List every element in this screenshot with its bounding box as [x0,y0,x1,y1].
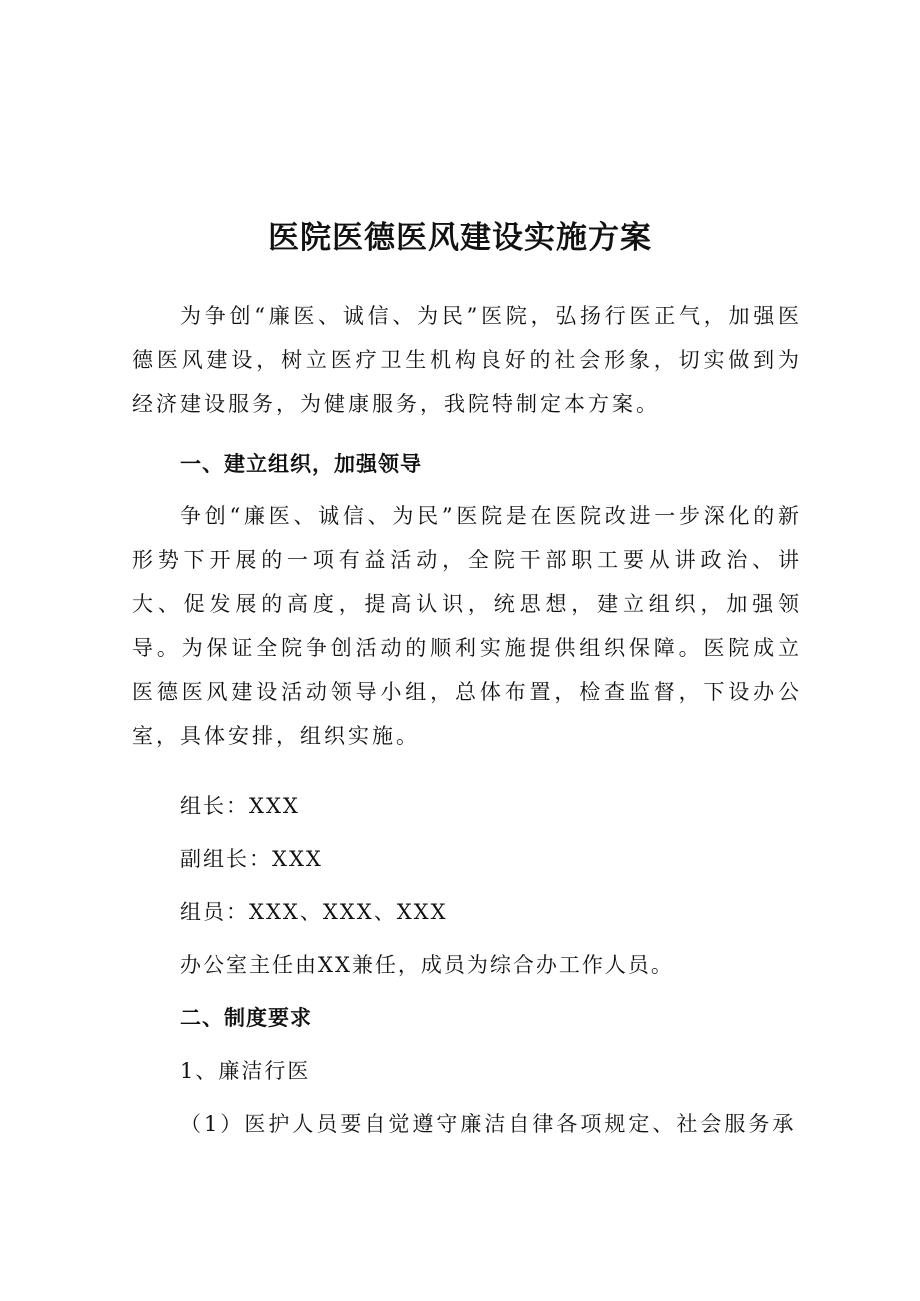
office-line: 办公室主任由XX兼任，成员为综合办工作人员。 [180,953,674,977]
intro-paragraph: 为争创“廉医、诚信、为民”医院，弘扬行医正气，加强医德医风建设，树立医疗卫生机构良好的社会形象，切实做到为经济建设服务，为健康服务，我院特制定本方案。 [132,304,802,416]
leader-line: 组长：XXX [180,794,300,818]
section-1-heading: 一、建立组织，加强领导 [180,452,422,476]
section-1-paragraph: 争创“廉医、诚信、为民”医院是在医院改进一步深化的新形势下开展的一项有益活动，全院干部职工要从讲政治、讲大、促发展的高度，提高认识，统思想，建立组织，加强领导。为保证全院争创活动的顺利实施提供组织保障。医院成立医德医风建设活动领导小组，总体布置，检查监督，下设办公室，具体安排，组织实施。 [132,504,802,748]
section-2-heading: 二、制度要求 [180,1006,312,1030]
document-title: 医院医德医风建设实施方案 [268,220,652,256]
item-1-subitem-1: （1）医护人员要自觉遵守廉洁自律各项规定、社会服务承 [180,1112,797,1136]
members-line: 组员：XXX、XXX、XXX [180,900,448,924]
item-1-title: 1、廉洁行医 [180,1059,311,1083]
deputy-leader-line: 副组长：XXX [180,847,323,871]
